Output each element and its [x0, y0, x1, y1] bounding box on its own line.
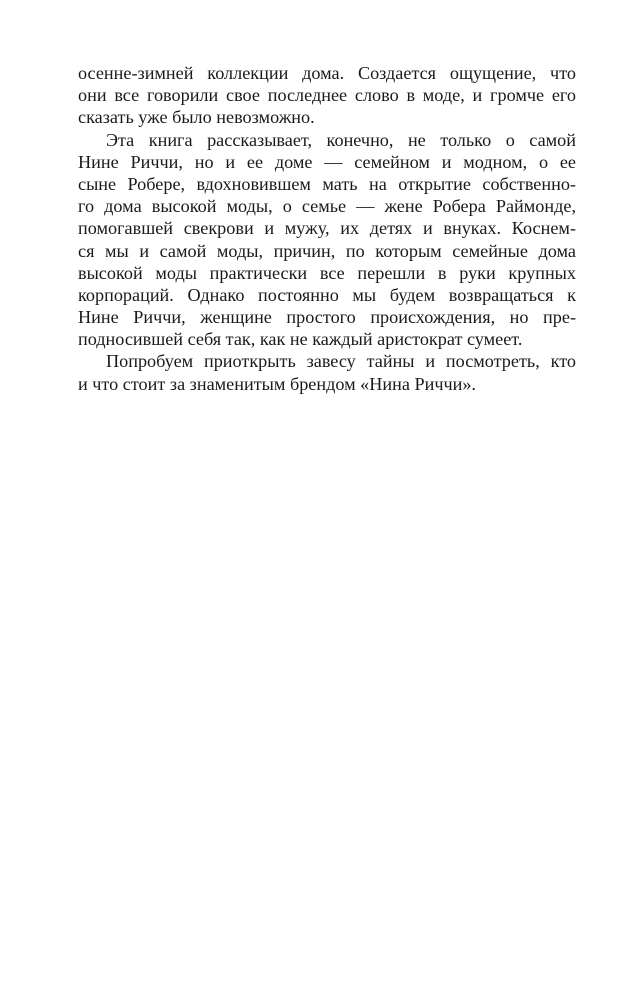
text-line: ся мы и самой моды, причин, по которым семейные дома: [78, 240, 576, 261]
text-line: Нине Риччи, но и ее доме — семейном и модном, о ее: [78, 151, 576, 172]
paragraph-1: [78, 62, 576, 129]
text-line: го дома высокой моды, о семье — жене Робера Раймонде,: [78, 196, 576, 217]
text-line: Попробуем приоткрыть завесу тайны и посмотреть, кто: [106, 351, 576, 372]
text-line: сыне Робере, вдохновившем мать на открытие собственно-: [78, 173, 576, 194]
text-line: высокой моды практически все перешли в руки крупных: [78, 262, 576, 283]
text-line: корпораций. Однако постоянно мы будем возвращаться к: [78, 284, 576, 305]
body-text: [78, 62, 576, 395]
paragraph-3: [78, 350, 576, 394]
text-line: Нине Риччи, женщине простого происхождения, но пре-: [78, 307, 576, 328]
text-line: подносившей себя так, как не каждый аристократ сумеет.: [78, 329, 523, 350]
text-line: сказать уже было невозможно.: [78, 107, 315, 128]
paragraph-2: [78, 129, 576, 351]
text-line: помогавшей свекрови и мужу, их детях и внуках. Коснем-: [78, 218, 576, 239]
text-line: и что стоит за знаменитым брендом «Нина Риччи».: [78, 373, 476, 394]
text-line: Эта книга рассказывает, конечно, не только о самой: [106, 129, 576, 150]
text-line: они все говорили свое последнее слово в моде, и громче его: [78, 85, 576, 106]
text-line: осенне-зимней коллекции дома. Создается ощущение, что: [78, 63, 576, 83]
